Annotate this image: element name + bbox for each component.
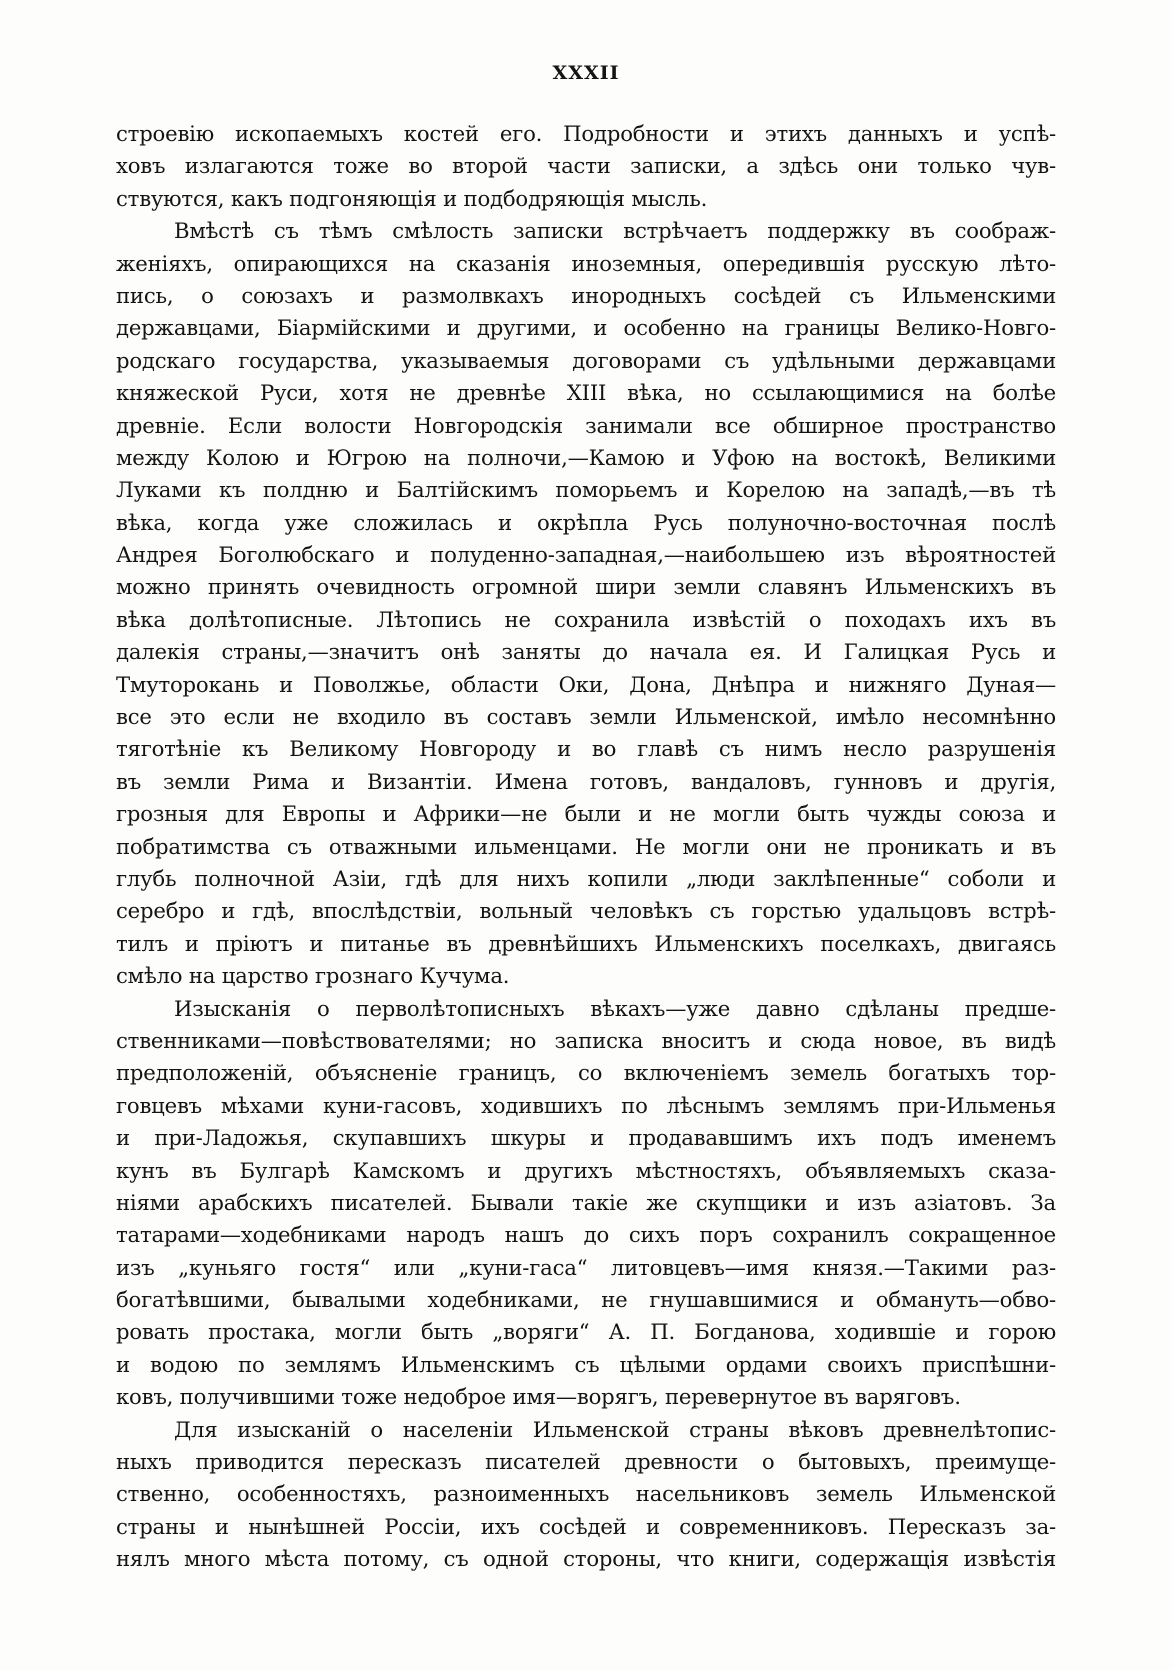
text-line: предположеній, объясненіе границъ, со включеніемъ земель богатыхъ тор- (116, 1060, 1056, 1086)
text-line: можно принять очевидность огромной шири земли славянъ Ильменскихъ въ (116, 574, 1056, 600)
text-line: далекія страны,—значитъ онѣ заняты до начала ея. И Галицкая Русь и (116, 639, 1056, 665)
text-line: ніями арабскихъ писателей. Бывали такіе же скупщики и изъ азіатовъ. За (116, 1189, 1056, 1215)
body-text (116, 118, 1056, 1576)
text-line: женіяхъ, опирающихся на сказанія иноземныя, опередившія русскую лѣто- (116, 250, 1056, 276)
text-line: все это если не входило въ составъ земли Ильменской, имѣло несомнѣнно (116, 704, 1056, 730)
text-line: татарами—ходебниками народъ нашъ до сихъ поръ сохранилъ сокращенное (116, 1222, 1056, 1248)
text-line: ховъ излагаются тоже во второй части записки, а здѣсь они только чув- (116, 153, 1056, 179)
text-line: говцевъ мѣхами куни-гасовъ, ходившихъ по лѣснымъ землямъ при-Ильменья (116, 1092, 1056, 1118)
text-line: страны и нынѣшней Россіи, ихъ сосѣдей и современниковъ. Пересказъ за- (116, 1513, 1056, 1539)
text-line: Вмѣстѣ съ тѣмъ смѣлость записки встрѣчаетъ поддержку въ соображ- (174, 218, 1056, 244)
text-line: ствуются, какъ подгоняющія и подбодряющія мысль. (116, 185, 708, 211)
text-line: Луками къ полдню и Балтійскимъ поморьемъ и Корелою на западѣ,—въ тѣ (116, 477, 1056, 503)
text-line: Тмуторокань и Поволжье, области Оки, Дона, Днѣпра и нижняго Дуная— (116, 671, 1056, 697)
text-line: изъ „куньяго гостя“ или „куни-гаса“ литовцевъ—имя князя.—Такими раз- (116, 1254, 1056, 1280)
text-line: глубь полночной Азіи, гдѣ для нихъ копили „люди заклѣпенные“ соболи и (116, 865, 1056, 891)
text-line: серебро и гдѣ, впослѣдствіи, вольный человѣкъ съ горстью удальцовъ встрѣ- (116, 898, 1056, 924)
text-line: ственниками—повѣствователями; но записка вноситъ и сюда новое, въ видѣ (116, 1027, 1056, 1053)
text-line: смѣло на царство грознаго Кучума. (116, 963, 510, 989)
text-line: ныхъ приводится пересказъ писателей древности о бытовыхъ, преимуще- (116, 1449, 1056, 1475)
text-line: въ земли Рима и Византіи. Имена готовъ, вандаловъ, гунновъ и другія, (116, 768, 1056, 794)
text-line: богатѣвшими, бывалыми ходебниками, не гнушавшимися и обмануть—обво- (116, 1287, 1056, 1313)
text-line: между Колою и Югрою на полночи,—Камою и Уфою на востокѣ, Великими (116, 444, 1056, 470)
text-line: кунъ въ Булгарѣ Камскомъ и другихъ мѣстностяхъ, объявляемыхъ сказа- (116, 1157, 1056, 1183)
text-line: и при-Ладожья, скупавшихъ шкуры и продававшимъ ихъ подъ именемъ (116, 1125, 1056, 1151)
text-line: побратимства съ отважными ильменцами. Не могли они не проникать и въ (116, 833, 1056, 859)
text-line: тяготѣніе къ Великому Новгороду и во главѣ съ нимъ несло разрушенія (116, 736, 1056, 762)
text-line: Для изысканій о населеніи Ильменской страны вѣковъ древнелѣтопис- (174, 1416, 1056, 1442)
text-line: грозныя для Европы и Африки—не были и не могли быть чужды союза и (116, 801, 1056, 827)
text-line: древніе. Если волости Новгородскія занимали все обширное пространство (116, 412, 1056, 438)
text-line: нялъ много мѣста потому, съ одной стороны, что книги, содержащія извѣстія (116, 1546, 1056, 1572)
page-number: XXXII (552, 62, 620, 84)
text-line: тилъ и пріютъ и питанье въ древнѣйшихъ Ильменскихъ поселкахъ, двигаясь (116, 930, 1056, 956)
text-line: вѣка долѣтописные. Лѣтопись не сохранила извѣстій о походахъ ихъ въ (116, 606, 1056, 632)
text-line: Андрея Боголюбскаго и полуденно-западная,—наибольшею изъ вѣроятностей (116, 542, 1056, 568)
text-line: ственно, особенностяхъ, разноименныхъ насельниковъ земель Ильменской (116, 1481, 1056, 1507)
text-line: вѣка, когда уже сложилась и окрѣпла Русь полуночно-восточная послѣ (116, 509, 1056, 535)
text-line: Изысканія о перволѣтописныхъ вѣкахъ—уже давно сдѣланы предше- (174, 995, 1056, 1021)
text-line: родскаго государства, указываемыя договорами съ удѣльными державцами (116, 347, 1056, 373)
text-line: ровать простака, могли быть „воряги“ А. П. Богданова, ходившіе и горою (116, 1319, 1056, 1345)
text-line: княжеской Руси, хотя не древнѣе XIII вѣка, но ссылающимися на болѣе (116, 380, 1056, 406)
text-line: державцами, Біармійскими и другими, и особенно на границы Велико-Новго- (116, 315, 1056, 341)
text-line: и водою по землямъ Ильменскимъ съ цѣлыми ордами своихъ приспѣшни- (116, 1351, 1056, 1377)
text-line: ковъ, получившими тоже недоброе имя—ворягъ, перевернутое въ варяговъ. (116, 1384, 961, 1410)
text-line: пись, о союзахъ и размолвкахъ инородныхъ сосѣдей съ Ильменскими (116, 282, 1056, 308)
text-line: строевію ископаемыхъ костей его. Подробности и этихъ данныхъ и успѣ- (116, 121, 1056, 146)
